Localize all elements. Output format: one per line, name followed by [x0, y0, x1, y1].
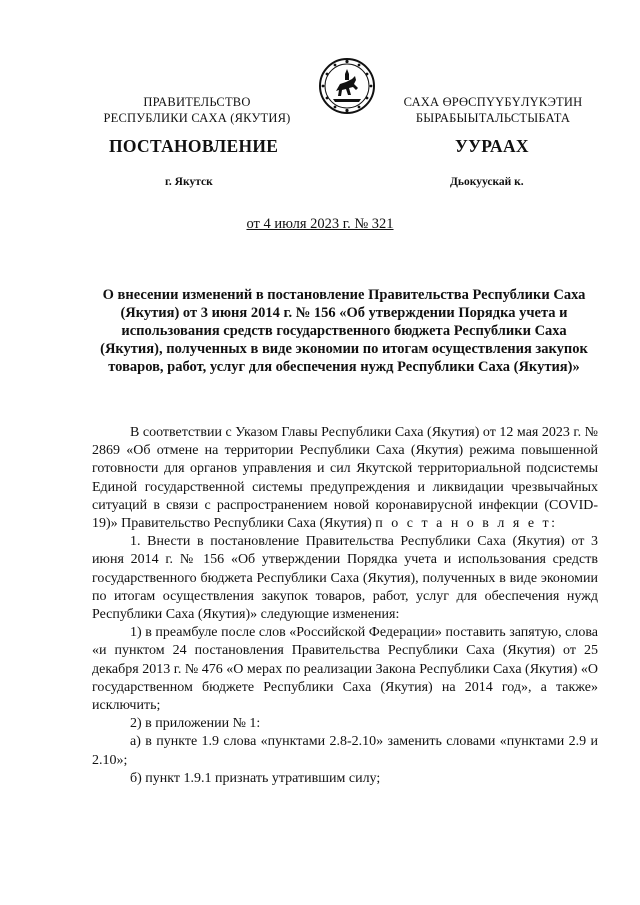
document-title: О внесении изменений в постановление Правительства Республики Саха (Якутия) от 3 июня 2014 г. № 156 «Об утверждении Порядка учета и использования средств государственного бюджета Республики Саха (Якутия), полученных в виде экономии по итогам осуществления закупок товаров, работ, услуг для обеспечения нужд Республики Саха (Якутия)» [100, 287, 588, 375]
city-ru: г. Якутск [165, 176, 213, 188]
document-body [92, 424, 598, 788]
city-sah: Дьокуускай к. [450, 176, 524, 188]
intro-paragraph [92, 424, 598, 533]
intro-text: В соответствии с Указом Главы Республики Саха (Якутия) от 12 мая 2023 г. № 2869 «Об отмене на территории Республики Саха (Якутия) режима повышенной готовности для органов управления и сил Якутской территориальной подсистемы Единой государственной системы предупреждения и ликвидации чрезвычайных ситуаций в связи с распространением новой коронавирусной инфекции (COVID-19)» Правительство Республики Саха (Якутия) [92, 425, 598, 532]
government-name-ru-line2: РЕСПУБЛИКИ САХА (ЯКУТИЯ) [103, 111, 291, 125]
resolves-word: п о с т а н о в л я е т: [375, 516, 558, 532]
paragraph-1-2: 2) в приложении № 1: [130, 716, 261, 732]
government-name-ru-line1: ПРАВИТЕЛЬСТВО [143, 95, 251, 109]
government-name-sah-line1: САХА ӨРӨСПҮҮБҮЛҮКЭТИН [403, 95, 583, 109]
paragraph-1-2-a: а) в пункте 1.9 слова «пунктами 2.8-2.10» заменить словами «пунктами 2.9 и 2.10»; [92, 734, 598, 768]
document-date-number-text: от 4 июля 2023 г. № 321 [246, 216, 394, 232]
government-name-ru [92, 94, 302, 126]
paragraph-1: 1. Внести в постановление Правительства Республики Саха (Якутия) от 3 июня 2014 г. № 156 «Об утверждении Порядка учета и использования средств государственного бюджета Республики Саха (Якутия), полученных в виде экономии по итогам осуществления закупок товаров, работ, услуг для обеспечения нужд Республики Саха (Якутия)» следующие изменения: [92, 534, 598, 623]
doc-kind-ru: ПОСТАНОВЛЕНИЕ [109, 136, 279, 156]
government-name-sah [388, 94, 598, 126]
document-date-number [0, 216, 640, 233]
doc-kind-sah: УУРААХ [455, 136, 529, 156]
coat-of-arms-emblem [318, 57, 376, 115]
paragraph-1-2-b: б) пункт 1.9.1 признать утратившим силу; [130, 770, 381, 786]
government-name-sah-line2: БЫРАБЫЫТАЛЬСТЫБАТА [415, 111, 571, 125]
paragraph-1-1: 1) в преамбуле после слов «Российской Федерации» поставить запятую, слова «и пунктом 24 постановления Правительства Республики Саха (Якутия) от 25 декабря 2013 г. № 476 «О мерах по реализации Закона Республики Саха (Якутия) «О государственном бюджете Республики Саха (Якутия) на 2014 год», а также» исключить; [92, 625, 598, 714]
